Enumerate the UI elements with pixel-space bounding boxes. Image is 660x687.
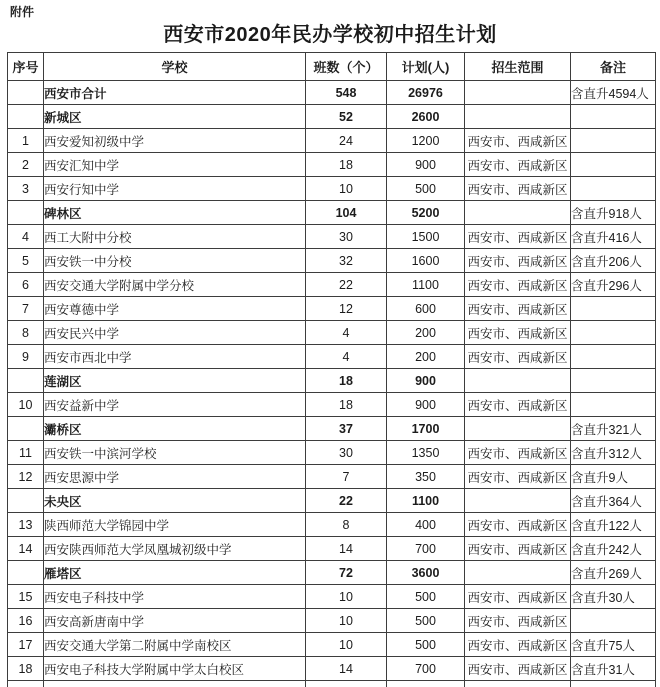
- cell-note: [571, 153, 656, 177]
- cell-note: 含直升918人: [571, 201, 656, 225]
- table-row: [8, 561, 656, 585]
- table-row: [8, 321, 656, 345]
- cell-classes: 10: [306, 177, 387, 201]
- cell-seq: 16: [8, 609, 44, 633]
- cell-school: 西安铁一中分校: [44, 249, 306, 273]
- table-row: [8, 369, 656, 393]
- cell-plan: 2600: [387, 105, 465, 129]
- cell-classes: 30: [306, 441, 387, 465]
- cell-scope: 西安市、西咸新区: [465, 249, 571, 273]
- cell-note: 含直升269人: [571, 561, 656, 585]
- cell-note: 含直升312人: [571, 441, 656, 465]
- cell-classes: 22: [306, 273, 387, 297]
- page-title: 西安市2020年民办学校初中招生计划: [163, 24, 497, 46]
- cell-note: [571, 369, 656, 393]
- cell-plan: 1700: [387, 417, 465, 441]
- cell-school: 未央区: [44, 489, 306, 513]
- cell-scope: 西安市、西咸新区: [465, 609, 571, 633]
- cell-scope: [465, 561, 571, 585]
- table-row: [8, 105, 656, 129]
- cell-seq: [8, 105, 44, 129]
- cell-school: 西安行知中学: [44, 177, 306, 201]
- cell-seq: 14: [8, 537, 44, 561]
- cell-seq: 11: [8, 441, 44, 465]
- cell-school: 新城区: [44, 105, 306, 129]
- table-row: [8, 297, 656, 321]
- cell-seq: [8, 489, 44, 513]
- cell-plan: 350: [387, 465, 465, 489]
- cell-scope: 西安市、西咸新区: [465, 297, 571, 321]
- cell-note: [571, 345, 656, 369]
- cell-school: 西安爱知初级中学: [44, 129, 306, 153]
- cell-scope: [465, 81, 571, 105]
- cell-school: 西安思源中学: [44, 465, 306, 489]
- cell-plan: 700: [387, 537, 465, 561]
- cell-classes: 72: [306, 561, 387, 585]
- cell-seq: [8, 369, 44, 393]
- column-header-note: 备注: [571, 53, 656, 81]
- cell-plan: 200: [387, 321, 465, 345]
- cell-school: 西安铁一中滨河学校: [44, 441, 306, 465]
- cell-note: [571, 129, 656, 153]
- cell-plan: 900: [387, 153, 465, 177]
- cell-scope: 西安市、西咸新区: [465, 537, 571, 561]
- cell-scope: 西安市、西咸新区: [465, 345, 571, 369]
- column-header-plan: 计划(人): [387, 53, 465, 81]
- table-row: [8, 153, 656, 177]
- cell-classes: 8: [306, 513, 387, 537]
- column-header-school: 学校: [44, 53, 306, 81]
- cell-classes: 548: [306, 81, 387, 105]
- table-row: [8, 465, 656, 489]
- cell-scope: [465, 489, 571, 513]
- cell-note: [571, 681, 656, 687]
- table-row: [8, 513, 656, 537]
- cell-note: 含直升4594人: [571, 81, 656, 105]
- cell-scope: 西安市、西咸新区: [465, 657, 571, 681]
- cell-scope: 西安市、西咸新区: [465, 153, 571, 177]
- cell-classes: 14: [306, 537, 387, 561]
- cell-seq: 3: [8, 177, 44, 201]
- table-row: [8, 393, 656, 417]
- cell-seq: [8, 81, 44, 105]
- cell-classes: 37: [306, 417, 387, 441]
- table-header-row: [8, 53, 656, 81]
- cell-school: 西安交通大学附属中学分校: [44, 273, 306, 297]
- cell-scope: 西安市、西咸新区: [465, 225, 571, 249]
- table-row: [8, 201, 656, 225]
- table-row: [8, 417, 656, 441]
- table-row: [8, 633, 656, 657]
- cell-school: 西安益新中学: [44, 393, 306, 417]
- cell-classes: 10: [306, 585, 387, 609]
- cell-seq: 4: [8, 225, 44, 249]
- cell-school: 西安交通大学第二附属中学南校区: [44, 633, 306, 657]
- cell-school: 西安电子科技中学: [44, 585, 306, 609]
- cell-plan: 200: [387, 345, 465, 369]
- table-row: [8, 81, 656, 105]
- cell-seq: 15: [8, 585, 44, 609]
- cell-note: 含直升31人: [571, 657, 656, 681]
- cell-scope: 西安市、西咸新区: [465, 633, 571, 657]
- cell-seq: [8, 561, 44, 585]
- cell-plan: 1100: [387, 273, 465, 297]
- cell-classes: 14: [306, 657, 387, 681]
- cell-classes: 30: [306, 225, 387, 249]
- table-row: [8, 129, 656, 153]
- cell-scope: 西安市、西咸新区: [465, 393, 571, 417]
- cell-plan: 5200: [387, 201, 465, 225]
- cell-school: 西安高新唐南中学: [44, 609, 306, 633]
- cell-note: [571, 105, 656, 129]
- cell-note: 含直升206人: [571, 249, 656, 273]
- cell-plan: 1600: [387, 249, 465, 273]
- cell-seq: 2: [8, 153, 44, 177]
- cell-seq: 12: [8, 465, 44, 489]
- cell-classes: 22: [306, 489, 387, 513]
- cell-classes: 18: [306, 393, 387, 417]
- cell-scope: [465, 417, 571, 441]
- cell-school: 雁塔区: [44, 561, 306, 585]
- cell-plan: 500: [387, 633, 465, 657]
- cell-plan: 1350: [387, 441, 465, 465]
- cell-scope: [465, 369, 571, 393]
- cell-seq: 9: [8, 345, 44, 369]
- cell-seq: 7: [8, 297, 44, 321]
- column-header-classes: 班数（个）: [306, 53, 387, 81]
- cell-school: 西安市西北中学: [44, 345, 306, 369]
- cell-classes: [306, 681, 387, 687]
- cell-note: 含直升9人: [571, 465, 656, 489]
- column-header-seq: 序号: [8, 53, 44, 81]
- cell-seq: 5: [8, 249, 44, 273]
- cell-school: 莲湖区: [44, 369, 306, 393]
- cell-school: [44, 681, 306, 687]
- cell-seq: [8, 417, 44, 441]
- cell-classes: 32: [306, 249, 387, 273]
- cell-school: 西安民兴中学: [44, 321, 306, 345]
- cell-note: 含直升242人: [571, 537, 656, 561]
- cell-classes: 4: [306, 345, 387, 369]
- cell-plan: 900: [387, 369, 465, 393]
- cell-plan: 500: [387, 177, 465, 201]
- cell-school: 碑林区: [44, 201, 306, 225]
- table-row: [8, 609, 656, 633]
- cell-school: 西安市合计: [44, 81, 306, 105]
- table-row: [8, 585, 656, 609]
- cell-plan: 1200: [387, 129, 465, 153]
- table-row: [8, 225, 656, 249]
- cell-seq: 17: [8, 633, 44, 657]
- cell-classes: 7: [306, 465, 387, 489]
- cell-note: [571, 177, 656, 201]
- cell-note: 含直升321人: [571, 417, 656, 441]
- cell-classes: 18: [306, 369, 387, 393]
- table-row: [8, 177, 656, 201]
- cell-plan: 500: [387, 609, 465, 633]
- cell-note: 含直升75人: [571, 633, 656, 657]
- cell-plan: 700: [387, 657, 465, 681]
- cell-seq: [8, 681, 44, 687]
- attachment-label: 附件: [10, 5, 35, 19]
- table-row: [8, 345, 656, 369]
- cell-scope: 西安市、西咸新区: [465, 177, 571, 201]
- cell-seq: 8: [8, 321, 44, 345]
- cell-seq: [8, 201, 44, 225]
- cell-note: [571, 393, 656, 417]
- table-row: [8, 273, 656, 297]
- cell-scope: 西安市、西咸新区: [465, 465, 571, 489]
- table-row: [8, 441, 656, 465]
- cell-note: 含直升364人: [571, 489, 656, 513]
- cell-school: 灞桥区: [44, 417, 306, 441]
- cell-note: 含直升30人: [571, 585, 656, 609]
- cell-seq: 6: [8, 273, 44, 297]
- cell-seq: 13: [8, 513, 44, 537]
- cell-scope: [465, 681, 571, 687]
- cell-classes: 10: [306, 633, 387, 657]
- cell-scope: 西安市、西咸新区: [465, 585, 571, 609]
- table-row: [8, 681, 656, 687]
- cell-classes: 104: [306, 201, 387, 225]
- cell-school: 西安尊德中学: [44, 297, 306, 321]
- cell-classes: 18: [306, 153, 387, 177]
- table-row: [8, 489, 656, 513]
- cell-note: 含直升416人: [571, 225, 656, 249]
- cell-seq: 1: [8, 129, 44, 153]
- cell-plan: [387, 681, 465, 687]
- cell-plan: 400: [387, 513, 465, 537]
- cell-scope: 西安市、西咸新区: [465, 441, 571, 465]
- cell-school: 陕西师范大学锦园中学: [44, 513, 306, 537]
- cell-note: 含直升122人: [571, 513, 656, 537]
- cell-scope: 西安市、西咸新区: [465, 129, 571, 153]
- table-body: [8, 81, 656, 687]
- cell-plan: 1500: [387, 225, 465, 249]
- table-row: [8, 657, 656, 681]
- cell-classes: 4: [306, 321, 387, 345]
- column-header-scope: 招生范围: [465, 53, 571, 81]
- cell-note: [571, 321, 656, 345]
- cell-plan: 26976: [387, 81, 465, 105]
- cell-scope: 西安市、西咸新区: [465, 321, 571, 345]
- cell-scope: [465, 105, 571, 129]
- cell-school: 西安电子科技大学附属中学太白校区: [44, 657, 306, 681]
- cell-scope: 西安市、西咸新区: [465, 513, 571, 537]
- cell-classes: 12: [306, 297, 387, 321]
- cell-classes: 10: [306, 609, 387, 633]
- cell-note: [571, 297, 656, 321]
- cell-scope: 西安市、西咸新区: [465, 273, 571, 297]
- table-row: [8, 249, 656, 273]
- cell-plan: 500: [387, 585, 465, 609]
- cell-seq: 18: [8, 657, 44, 681]
- cell-scope: [465, 201, 571, 225]
- cell-school: 西安汇知中学: [44, 153, 306, 177]
- cell-school: 西安陕西师范大学凤凰城初级中学: [44, 537, 306, 561]
- cell-seq: 10: [8, 393, 44, 417]
- cell-note: [571, 609, 656, 633]
- cell-plan: 600: [387, 297, 465, 321]
- cell-note: 含直升296人: [571, 273, 656, 297]
- cell-plan: 3600: [387, 561, 465, 585]
- cell-classes: 24: [306, 129, 387, 153]
- table-row: [8, 537, 656, 561]
- cell-plan: 1100: [387, 489, 465, 513]
- cell-classes: 52: [306, 105, 387, 129]
- cell-plan: 900: [387, 393, 465, 417]
- enrollment-plan-table: [7, 52, 656, 687]
- cell-school: 西工大附中分校: [44, 225, 306, 249]
